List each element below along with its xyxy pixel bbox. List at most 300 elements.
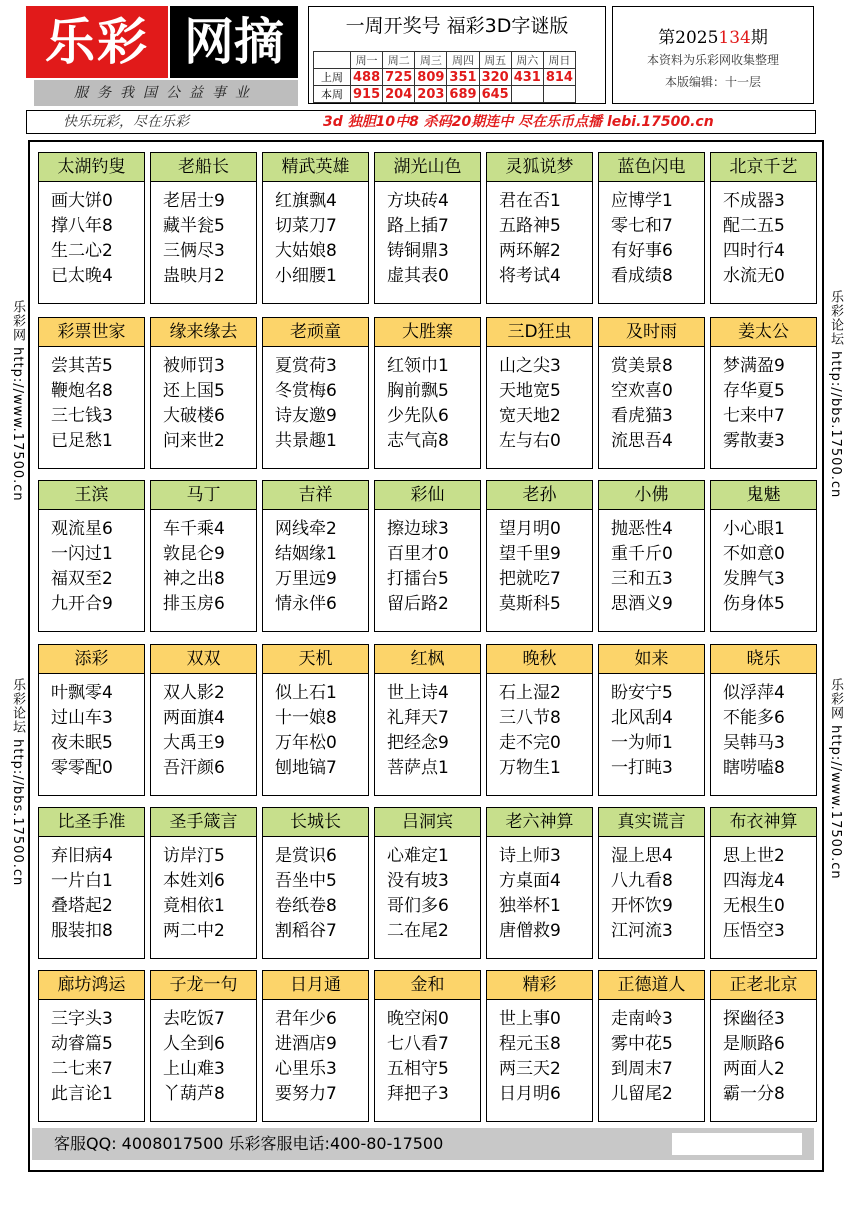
riddle-line: 万年松0 [275,733,337,753]
riddle-card-title: 缘来缘去 [151,318,256,347]
draw-number: 689 [447,86,479,103]
riddle-line: 吴韩马3 [723,733,785,753]
riddle-line: 已足愁1 [51,431,113,451]
draw-table [313,51,576,103]
riddle-line: 情永伴6 [275,594,337,614]
riddle-card [486,970,593,1122]
riddle-lines [51,189,113,289]
riddle-line: 本姓刘6 [163,871,225,891]
riddle-line: 四时行4 [723,241,785,261]
riddle-line: 蛊映月2 [163,266,225,286]
riddle-line: 弃旧病4 [51,846,113,866]
riddle-line: 重千斤0 [611,544,673,564]
riddle-line: 江河流3 [611,921,673,941]
riddle-line: 存华夏5 [723,381,785,401]
riddle-line: 配二五5 [723,216,785,236]
riddle-line: 儿留尾2 [611,1084,673,1104]
riddle-line: 思上世2 [723,846,785,866]
riddle-lines [611,354,673,454]
riddle-line: 五相守5 [387,1059,449,1079]
riddle-lines [387,517,449,617]
riddle-line: 叶飘零4 [51,683,113,703]
riddle-line: 网线牵2 [275,519,337,539]
riddle-lines [499,517,561,617]
riddle-line: 七来中7 [723,406,785,426]
riddle-lines [387,1007,449,1107]
riddle-card [710,480,817,632]
riddle-lines [163,517,225,617]
riddle-line: 思酒义9 [611,594,673,614]
draw-number: 915 [351,86,383,103]
riddle-card [150,970,257,1122]
riddle-line: 不能多6 [723,708,785,728]
riddle-line: 两二中2 [163,921,225,941]
riddle-lines [611,1007,673,1107]
draw-number: 203 [415,86,447,103]
riddle-card-title: 彩仙 [375,481,480,510]
riddle-line: 礼拜天7 [387,708,449,728]
riddle-lines [499,189,561,289]
riddle-line: 红旗飘4 [275,191,337,211]
riddle-line: 宽天地2 [499,406,561,426]
riddle-line: 十一娘8 [275,708,337,728]
footer [32,1128,814,1160]
logo-black-part: 网摘 [170,6,298,78]
riddle-card [486,644,593,796]
riddle-line: 伤身体5 [723,594,785,614]
riddle-line: 被师罚3 [163,356,225,376]
side-text-left-bottom: 乐彩论坛 http://bbs.17500.cn [10,678,25,887]
riddle-lines [275,681,337,781]
riddle-line: 百里才0 [387,544,449,564]
draw-number: 645 [479,86,511,103]
riddle-card-title: 添彩 [39,645,144,674]
draw-number: 488 [351,69,383,86]
riddle-line: 进酒店9 [275,1034,337,1054]
draw-number: 809 [415,69,447,86]
riddle-line: 三字头3 [51,1009,113,1029]
riddle-line: 五路神5 [499,216,561,236]
riddle-card-title: 正老北京 [711,971,816,1000]
riddle-card [374,480,481,632]
riddle-lines [611,681,673,781]
riddle-line: 留后路2 [387,594,449,614]
riddle-line: 三俩尽3 [163,241,225,261]
riddle-line: 唐僧救9 [499,921,561,941]
riddle-line: 九开合9 [51,594,113,614]
riddle-card [38,970,145,1122]
riddle-card [598,644,705,796]
last-week-row [314,69,576,86]
riddle-line: 铸铜鼎3 [387,241,449,261]
riddle-card-title: 王滨 [39,481,144,510]
riddle-line: 不如意0 [723,544,785,564]
riddle-line: 零七和7 [611,216,673,236]
side-text-right-bottom: 乐彩网 http://www.17500.cn [828,678,843,880]
riddle-card [710,807,817,959]
riddle-line: 画大饼0 [51,191,113,211]
riddle-line: 藏半瓮5 [163,216,225,236]
riddle-line: 万物生1 [499,758,561,778]
riddle-card [150,644,257,796]
riddle-card-title: 真实谎言 [599,808,704,837]
riddle-line: 是赏识6 [275,846,337,866]
riddle-card-title: 子龙一句 [151,971,256,1000]
riddle-card [38,644,145,796]
riddle-card [598,480,705,632]
riddle-line: 一打盹3 [611,758,673,778]
riddle-lines [723,354,785,454]
riddle-line: 胸前飘5 [387,381,449,401]
day-label: 周三 [415,52,447,69]
riddle-line: 七八看7 [387,1034,449,1054]
riddle-lines [499,1007,561,1107]
riddle-grid [28,140,824,1172]
day-label: 周六 [511,52,543,69]
riddle-line: 虚其表0 [387,266,449,286]
riddle-lines [723,1007,785,1107]
riddle-line: 服装扣8 [51,921,113,941]
riddle-card-title: 布衣神算 [711,808,816,837]
riddle-card-title: 及时雨 [599,318,704,347]
riddle-line: 开怀饮9 [611,896,673,916]
riddle-lines [163,189,225,289]
riddle-line: 排玉房6 [163,594,225,614]
riddle-card [486,480,593,632]
riddle-card-title: 老顽童 [263,318,368,347]
day-label: 周日 [543,52,575,69]
last-week-label: 上周 [314,69,351,86]
riddle-line: 走不完0 [499,733,561,753]
riddle-line: 结姻缘1 [275,544,337,564]
riddle-card [598,152,705,304]
riddle-line: 拜把子3 [387,1084,449,1104]
riddle-line: 两面人2 [723,1059,785,1079]
riddle-line: 无根生0 [723,896,785,916]
riddle-line: 二七来7 [51,1059,113,1079]
riddle-line: 君年少6 [275,1009,337,1029]
riddle-card [598,807,705,959]
side-text-right-top: 乐彩论坛 http://bbs.17500.cn [828,290,843,499]
draw-number [543,86,575,103]
riddle-card [710,644,817,796]
riddle-line: 走南岭3 [611,1009,673,1029]
riddle-card [262,644,369,796]
riddle-card-title: 北京千艺 [711,153,816,182]
draw-header-row [314,52,576,69]
riddle-lines [275,354,337,454]
riddle-line: 夏赏荷3 [275,356,337,376]
riddle-line: 红领巾1 [387,356,449,376]
riddle-line: 丫葫芦8 [163,1084,225,1104]
riddle-line: 观流星6 [51,519,113,539]
riddle-line: 晚空闲0 [387,1009,449,1029]
riddle-card-title: 老六神算 [487,808,592,837]
banner [26,110,816,134]
riddle-line: 擦边球3 [387,519,449,539]
riddle-card [150,317,257,469]
riddle-card [374,644,481,796]
day-label: 周四 [447,52,479,69]
riddle-lines [723,844,785,944]
riddle-line: 瞎唠嗑8 [723,758,785,778]
riddle-line: 诗友邀9 [275,406,337,426]
riddle-line: 两三天2 [499,1059,561,1079]
logo-red-part: 乐彩 [26,6,168,78]
riddle-line: 去吃饭7 [163,1009,225,1029]
riddle-card-title: 晓乐 [711,645,816,674]
riddle-lines [51,1007,113,1107]
riddle-lines [387,354,449,454]
riddle-line: 敦昆仑9 [163,544,225,564]
riddle-card [374,317,481,469]
riddle-line: 人全到6 [163,1034,225,1054]
riddle-line: 天地宽5 [499,381,561,401]
riddle-line: 诗上师3 [499,846,561,866]
riddle-lines [275,189,337,289]
riddle-lines [163,844,225,944]
riddle-line: 看成绩8 [611,266,673,286]
riddle-line: 神之出8 [163,569,225,589]
riddle-lines [611,517,673,617]
riddle-line: 探幽径3 [723,1009,785,1029]
banner-promo-link[interactable]: 3d 独胆10中8 杀码20期连中 尽在乐币点播 lebi.17500.cn [323,114,714,130]
draw-number: 431 [511,69,543,86]
riddle-card-title: 太湖钓叟 [39,153,144,182]
riddle-lines [723,189,785,289]
riddle-card [710,970,817,1122]
riddle-line: 两环解2 [499,241,561,261]
riddle-line: 大禹王9 [163,733,225,753]
riddle-line: 冬赏梅6 [275,381,337,401]
riddle-lines [499,681,561,781]
riddle-line: 大姑娘8 [275,241,337,261]
riddle-line: 似浮萍4 [723,683,785,703]
slogan: 服务我国公益事业 [34,80,298,106]
riddle-line: 零零配0 [51,758,113,778]
riddle-line: 世上诗4 [387,683,449,703]
riddle-line: 叠塔起2 [51,896,113,916]
issue-number: 第2025134期 [658,28,768,48]
draw-number [511,86,543,103]
riddle-card [38,480,145,632]
footer-blank-box [672,1133,802,1155]
riddle-line: 有好事6 [611,241,673,261]
riddle-card [150,480,257,632]
day-label: 周一 [351,52,383,69]
draw-number: 204 [383,86,415,103]
riddle-card [38,807,145,959]
riddle-line: 雾中花5 [611,1034,673,1054]
riddle-lines [499,844,561,944]
riddle-card [262,807,369,959]
draw-number: 320 [479,69,511,86]
riddle-card-title: 廊坊鸿运 [39,971,144,1000]
riddle-line: 刨地镐7 [275,758,337,778]
riddle-line: 八九看8 [611,871,673,891]
riddle-line: 应博学1 [611,191,673,211]
riddle-card-title: 晚秋 [487,645,592,674]
riddle-line: 湿上思4 [611,846,673,866]
riddle-line: 世上事0 [499,1009,561,1029]
draw-number: 725 [383,69,415,86]
riddle-line: 北风刮4 [611,708,673,728]
riddle-line: 方桌面4 [499,871,561,891]
riddle-card-title: 长城长 [263,808,368,837]
riddle-card-title: 大胜寨 [375,318,480,347]
riddle-line: 车千乘4 [163,519,225,539]
issue-box [612,6,814,104]
riddle-line: 动睿篇5 [51,1034,113,1054]
riddle-card [598,970,705,1122]
riddle-line: 赏美景8 [611,356,673,376]
riddle-line: 要努力7 [275,1084,337,1104]
riddle-line: 望千里9 [499,544,561,564]
riddle-card-title: 圣手箴言 [151,808,256,837]
riddle-lines [611,189,673,289]
riddle-line: 问来世2 [163,431,225,451]
riddle-card-title: 精彩 [487,971,592,1000]
riddle-line: 水流无0 [723,266,785,286]
riddle-card [262,317,369,469]
riddle-line: 切菜刀7 [275,216,337,236]
riddle-line: 三八节8 [499,708,561,728]
riddle-card [38,317,145,469]
editor-note: 本版编辑：十一层 [664,75,761,89]
riddle-card [710,152,817,304]
riddle-card [598,317,705,469]
riddle-line: 竟相依1 [163,896,225,916]
banner-slogan: 快乐玩彩，尽在乐彩 [63,114,189,130]
riddle-line: 吾汗颜6 [163,758,225,778]
riddle-line: 路上插7 [387,216,449,236]
riddle-card [710,317,817,469]
riddle-line: 将考试4 [499,266,561,286]
riddle-line: 割稻谷7 [275,921,337,941]
riddle-line: 三和五3 [611,569,673,589]
riddle-card-title: 双双 [151,645,256,674]
draw-number: 814 [543,69,575,86]
riddle-line: 似上石1 [275,683,337,703]
riddle-line: 万里远9 [275,569,337,589]
riddle-card-title: 彩票世家 [39,318,144,347]
riddle-line: 上山难3 [163,1059,225,1079]
source-note: 本资料为乐彩网收集整理 [646,53,779,67]
riddle-line: 流思吾4 [611,431,673,451]
riddle-line: 三七钱3 [51,406,113,426]
riddle-lines [611,844,673,944]
riddle-line: 生二心2 [51,241,113,261]
riddle-line: 四海龙4 [723,871,785,891]
riddle-line: 志气高8 [387,431,449,451]
draw-results-box [308,6,606,104]
riddle-card [486,152,593,304]
riddle-line: 打擂台5 [387,569,449,589]
riddle-line: 望月明0 [499,519,561,539]
riddle-card-title: 吕洞宾 [375,808,480,837]
riddle-card-title: 红枫 [375,645,480,674]
riddle-line: 雾散妻3 [723,431,785,451]
riddle-line: 撑八年8 [51,216,113,236]
riddle-line: 发脾气3 [723,569,785,589]
riddle-line: 把就吃7 [499,569,561,589]
riddle-card [374,807,481,959]
riddle-lines [387,844,449,944]
riddle-line: 夜未眠5 [51,733,113,753]
riddle-line: 此言论1 [51,1084,113,1104]
riddle-line: 菩萨点1 [387,758,449,778]
riddle-line: 两面旗4 [163,708,225,728]
riddle-line: 霸一分8 [723,1084,785,1104]
riddle-line: 过山车3 [51,708,113,728]
riddle-card-title: 如来 [599,645,704,674]
riddle-card-title: 蓝色闪电 [599,153,704,182]
riddle-line: 梦满盈9 [723,356,785,376]
riddle-card-title: 比圣手准 [39,808,144,837]
riddle-line: 不成器3 [723,191,785,211]
riddle-line: 石上湿2 [499,683,561,703]
day-label: 周二 [383,52,415,69]
riddle-card [262,480,369,632]
riddle-lines [163,1007,225,1107]
riddle-line: 双人影2 [163,683,225,703]
riddle-lines [51,844,113,944]
riddle-card-title: 吉祥 [263,481,368,510]
riddle-lines [275,1007,337,1107]
riddle-line: 压悟空3 [723,921,785,941]
riddle-card-title: 姜太公 [711,318,816,347]
riddle-line: 一闪过1 [51,544,113,564]
riddle-line: 没有坡3 [387,871,449,891]
riddle-lines [499,354,561,454]
riddle-card [486,807,593,959]
issue-num: 134 [718,28,751,48]
side-text-left-top: 乐彩网 http://www.17500.cn [10,300,25,502]
this-week-row [314,86,576,103]
riddle-card-title: 金和 [375,971,480,1000]
riddle-lines [387,681,449,781]
riddle-card-title: 鬼魅 [711,481,816,510]
riddle-line: 看虎猫3 [611,406,673,426]
riddle-line: 卷纸卷8 [275,896,337,916]
riddle-line: 盼安宁5 [611,683,673,703]
day-label: 周五 [479,52,511,69]
riddle-line: 空欢喜0 [611,381,673,401]
riddle-line: 共景趣1 [275,431,337,451]
riddle-card-title: 灵狐说梦 [487,153,592,182]
riddle-line: 心里乐3 [275,1059,337,1079]
riddle-lines [163,681,225,781]
riddle-line: 已太晚4 [51,266,113,286]
riddle-lines [387,189,449,289]
riddle-lines [723,517,785,617]
logo [26,6,298,106]
riddle-line: 鞭炮名8 [51,381,113,401]
riddle-line: 抛恶性4 [611,519,673,539]
riddle-line: 尝其苦5 [51,356,113,376]
riddle-card-title: 马丁 [151,481,256,510]
riddle-line: 程元玉8 [499,1034,561,1054]
riddle-line: 是顺路6 [723,1034,785,1054]
riddle-line: 君在否1 [499,191,561,211]
riddle-card-title: 日月通 [263,971,368,1000]
riddle-lines [51,354,113,454]
riddle-lines [275,517,337,617]
riddle-card [486,317,593,469]
riddle-line: 少先队6 [387,406,449,426]
draw-number: 351 [447,69,479,86]
riddle-line: 大破楼6 [163,406,225,426]
